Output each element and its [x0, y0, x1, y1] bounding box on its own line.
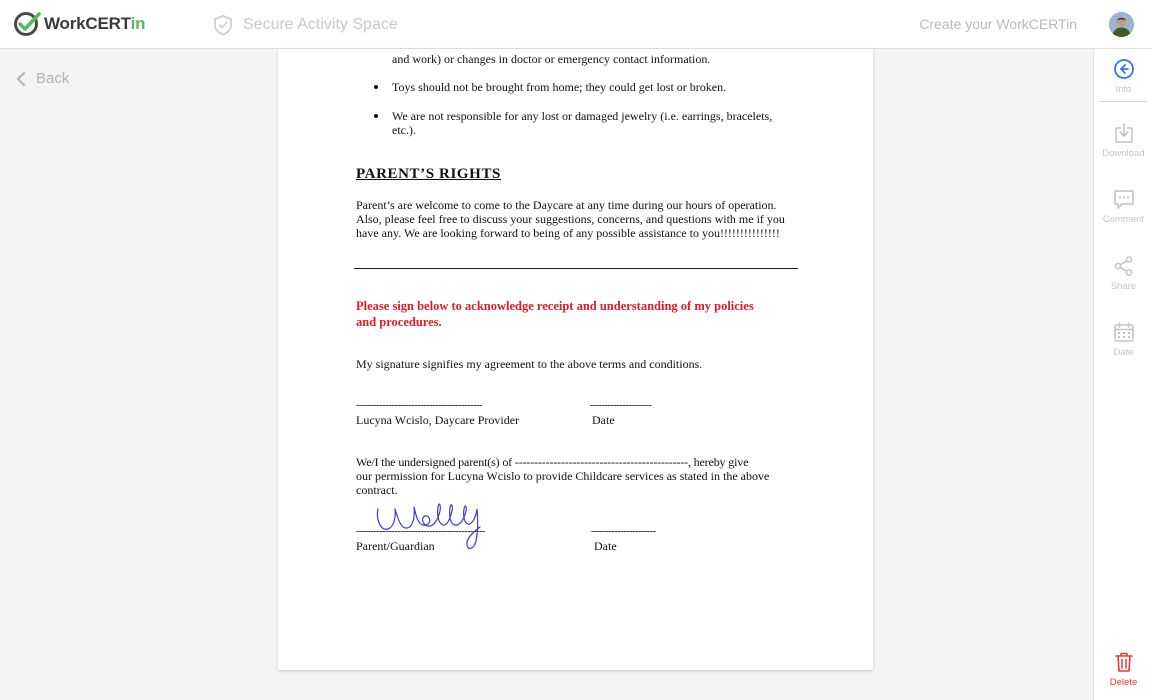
- handwritten-signature: [372, 497, 504, 553]
- secure-activity-space: [212, 14, 398, 36]
- top-header: [0, 0, 1152, 49]
- document-page: [278, 49, 873, 670]
- doc-para-line2: Also, please feel free to discuss your suggestions, concerns, and questions with me if you: [356, 212, 785, 226]
- doc-horizontal-rule: [354, 268, 798, 269]
- shield-check-icon: [212, 14, 234, 36]
- parent-label: Parent/Guardian: [356, 539, 435, 553]
- delete-label: Delete: [1109, 677, 1138, 688]
- right-action-panel: [1093, 49, 1152, 700]
- chevron-left-icon: [14, 71, 28, 87]
- download-button[interactable]: [1094, 122, 1152, 159]
- bullet-dot: [374, 114, 378, 118]
- logo-text-suffix: in: [130, 14, 146, 33]
- parent-date-line: ----------------------: [591, 526, 656, 537]
- doc-bullet-1: Toys should not be brought from home; they could get lost or broken.: [392, 80, 727, 94]
- avatar-image: [1109, 12, 1134, 37]
- download-label: Download: [1102, 148, 1145, 159]
- share-label: Share: [1110, 281, 1137, 292]
- doc-notice-line1: Please sign below to acknowledge receipt and understanding of my policies: [356, 299, 754, 313]
- calendar-icon: [1113, 321, 1135, 343]
- comment-label: Comment: [1102, 214, 1145, 225]
- avatar[interactable]: [1109, 12, 1134, 37]
- share-button[interactable]: [1094, 255, 1152, 292]
- back-button[interactable]: [14, 70, 69, 87]
- comment-button[interactable]: [1094, 188, 1152, 225]
- doc-permission-line2: our permission for Lucyna Wcislo to provide Childcare services as stated in the above: [356, 469, 770, 483]
- workcertin-logo[interactable]: [13, 11, 145, 37]
- logo-text-prefix: WorkCERT: [44, 14, 131, 33]
- date-button[interactable]: [1094, 321, 1152, 358]
- info-label: Info: [1115, 84, 1132, 95]
- back-label: Back: [36, 70, 70, 87]
- doc-agreement: My signature signifies my agreement to the above terms and conditions.: [356, 357, 703, 371]
- secure-activity-space-label: Secure Activity Space: [243, 16, 398, 33]
- provider-label: Lucyna Wcislo, Daycare Provider: [356, 413, 520, 427]
- parent-signature-line: --------------------------------------------: [356, 526, 485, 537]
- create-workcertin-link[interactable]: Create your WorkCERTin: [919, 16, 1077, 32]
- doc-bullet-2-line1: We are not responsible for any lost or damaged jewelry (i.e. earrings, bracelets,: [392, 109, 773, 123]
- info-button[interactable]: [1094, 58, 1152, 95]
- share-icon: [1113, 255, 1135, 277]
- date-label: Date: [1113, 347, 1134, 358]
- doc-para-line1: Parent’s are welcome to come to the Daycare at any time during our hours of operation.: [356, 198, 777, 212]
- provider-date-line: ---------------------: [590, 400, 652, 411]
- download-icon: [1113, 122, 1135, 144]
- arrow-left-circle-icon: [1113, 58, 1135, 80]
- doc-heading: PARENT’S RIGHTS: [356, 166, 501, 182]
- workcertin-logo-icon: [13, 11, 41, 37]
- doc-text-partial: and work) or changes in doctor or emergency contact information.: [392, 52, 711, 66]
- provider-signature-line: -------------------------------------------: [356, 400, 482, 411]
- doc-bullet-2-line2: etc.).: [392, 123, 416, 137]
- doc-para-line3: have any. We are looking forward to being of any possible assistance to you!!!!!!!!!!!!!!!: [356, 226, 780, 240]
- logo-text: [44, 14, 145, 34]
- doc-permission-line1: We/I the undersigned parent(s) of ---------------------------------------------, hereby give: [356, 455, 749, 469]
- panel-divider: [1099, 101, 1147, 102]
- doc-notice-line2: and procedures.: [356, 315, 442, 329]
- comment-icon: [1113, 188, 1135, 210]
- provider-date-label: Date: [592, 413, 615, 427]
- doc-permission-line3: contract.: [356, 483, 398, 497]
- trash-icon: [1113, 651, 1135, 673]
- bullet-dot: [374, 85, 378, 89]
- delete-button[interactable]: [1094, 651, 1152, 688]
- parent-date-label: Date: [594, 539, 617, 553]
